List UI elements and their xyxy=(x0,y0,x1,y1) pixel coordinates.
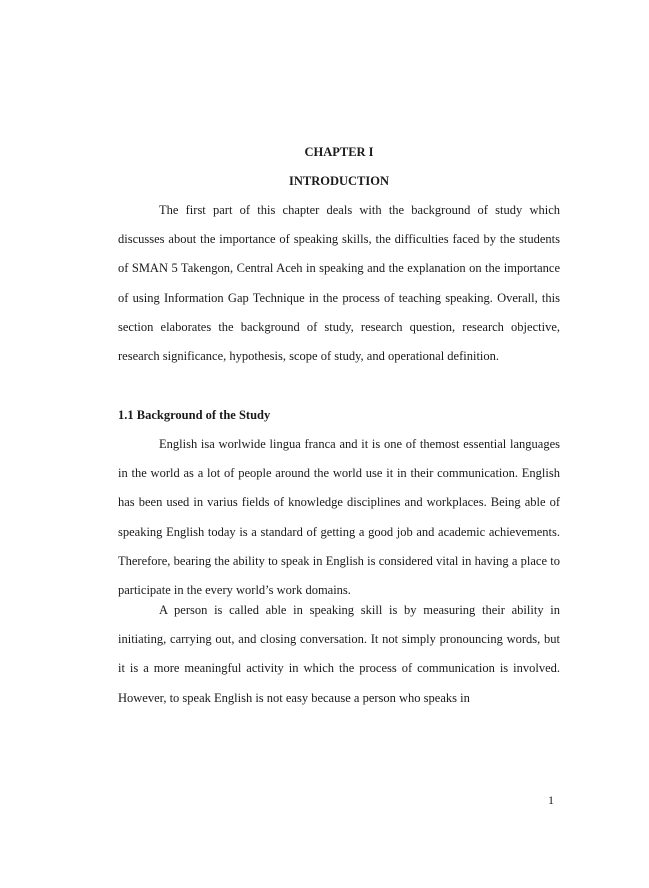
section-heading: 1.1 Background of the Study xyxy=(118,408,271,422)
background-paragraph-2: A person is called able in speaking skill is by measuring their ability in initiating, carrying out, and closing conversation. It not simply pronouncing words, but it is a more meaningful activity in which the process of communication is involved. However, to speak English is not easy because a person who speaks in xyxy=(118,603,560,705)
intro-paragraph: The first part of this chapter deals with the background of study which discusses about the importance of speaking skills, the difficulties faced by the students of SMAN 5 Takengon, Central Aceh in speaking and the explanation on the importance of using Information Gap Technique in the process of teaching speaking. Overall, this section elaborates the background of study, research question, research objective, research significance, hypothesis, scope of study, and operational definition. xyxy=(118,203,560,364)
chapter-title: INTRODUCTION xyxy=(288,174,389,188)
chapter-label: CHAPTER I xyxy=(304,145,374,159)
page-number: 1 xyxy=(548,793,554,807)
background-paragraph-1: English isa worlwide lingua franca and it is one of themost essential languages in the world as a lot of people around the world use it in their communication. English has been used in varius fields of knowledge disciplines and workplaces. Being able of speaking English today is a standard of getting a good job and academic achievements. Therefore, bearing the ability to speak in English is considered vital in having a place to participate in the every world’s work domains. xyxy=(118,437,560,598)
